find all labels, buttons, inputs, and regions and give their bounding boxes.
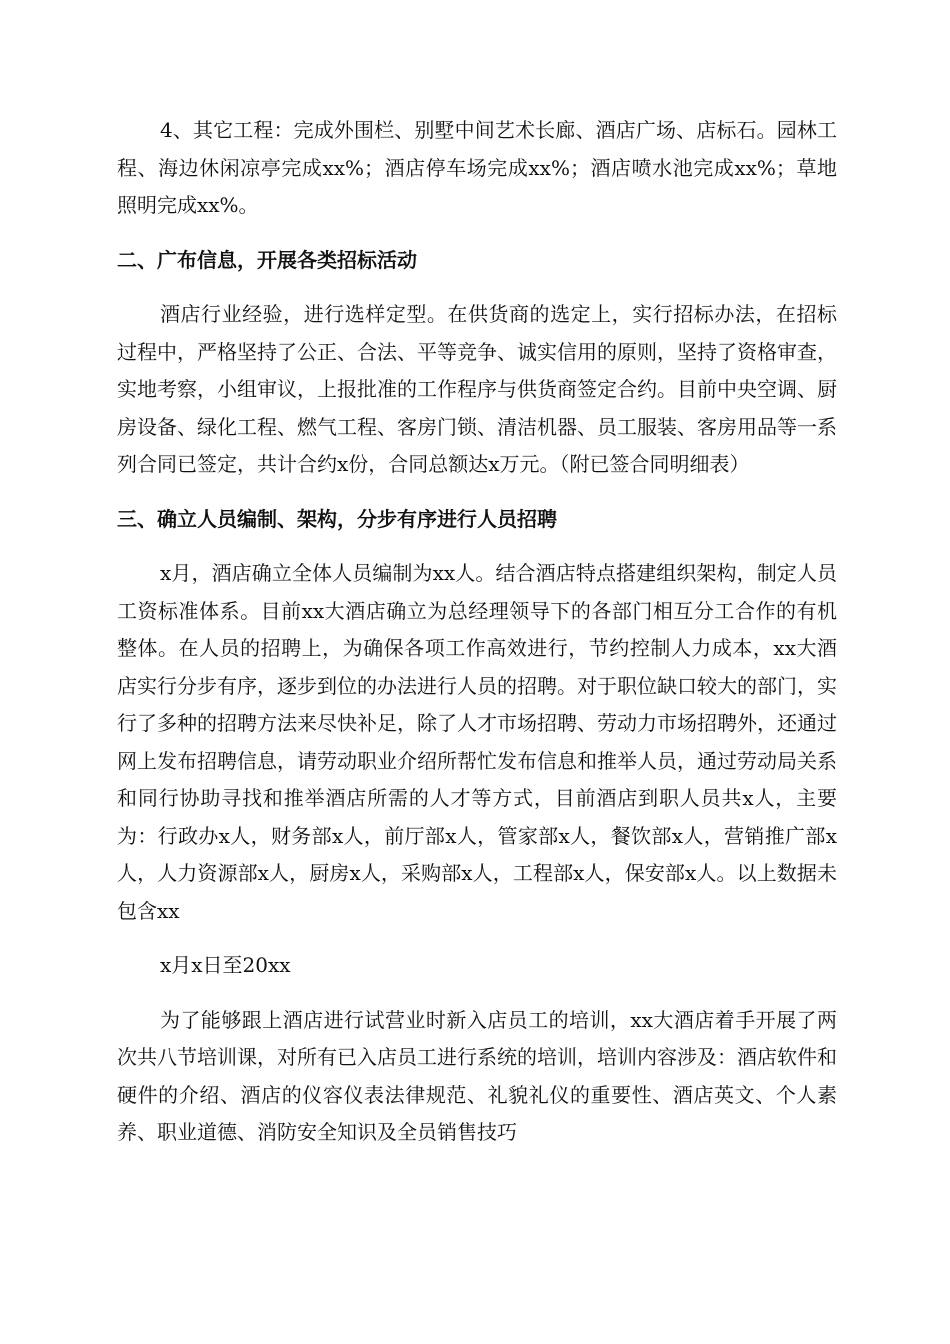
paragraph-training: 为了能够跟上酒店进行试营业时新入店员工的培训，xx大酒店着手开展了两次共八节培训课，对所有已入店员工进行系统的培训，培训内容涉及：酒店软件和硬件的介绍、酒店的仪容仪表法律规范、礼貌礼仪的重要性、酒店英文、个人素养、职业道德、消防安全知识及全员销售技巧	[117, 1007, 837, 1144]
paragraph-date: x月x日至20xx	[160, 953, 291, 977]
paragraph-staffing: x月，酒店确立全体人员编制为xx人。结合酒店特点搭建组织架构，制定人员工资标准体系。目前xx大酒店确立为总经理领导下的各部门相互分工合作的有机整体。在人员的招聘上，为确保各项工作高效进行，节约控制人力成本，xx大酒店实行分步有序，逐步到位的办法进行人员的招聘。对于职位缺口较大的部门，实行了多种的招聘方法来尽快补足，除了人才市场招聘、劳动力市场招聘外，还通过网上发布招聘信息，请劳动职业介绍所帮忙发布信息和推举人员，通过劳动局关系和同行协助寻找和推举酒店所需的人才等方式，目前酒店到职人员共x人，主要为：行政办x人，财务部x人，前厅部x人，管家部x人，餐饮部x人，营销推广部x人，人力资源部x人，厨房x人，采购部x人，工程部x人，保安部x人。以上数据未包含xx	[117, 561, 837, 923]
paragraph-tender: 酒店行业经验，进行选样定型。在供货商的选定上，实行招标办法，在招标过程中，严格坚持了公正、合法、平等竞争、诚实信用的原则，坚持了资格审查，实地考察，小组审议，上报批准的工作程序与供货商签定合约。目前中央空调、厨房设备、绿化工程、燃气工程、客房门锁、清洁机器、员工服装、客房用品等一系列合同已签定，共计合约x份，合同总额达x万元。（附已签合同明细表）	[117, 302, 837, 476]
document-body	[117, 112, 837, 1169]
paragraph-other-works: 4、其它工程：完成外围栏、别墅中间艺术长廊、酒店广场、店标石。园林工程、海边休闲凉亭完成xx%；酒店停车场完成xx%；酒店喷水池完成xx%；草地照明完成xx%。	[117, 118, 837, 217]
section-heading-tender: 二、广布信息，开展各类招标活动	[117, 247, 417, 272]
section-heading-staffing: 三、确立人员编制、架构，分步有序进行人员招聘	[117, 506, 557, 531]
